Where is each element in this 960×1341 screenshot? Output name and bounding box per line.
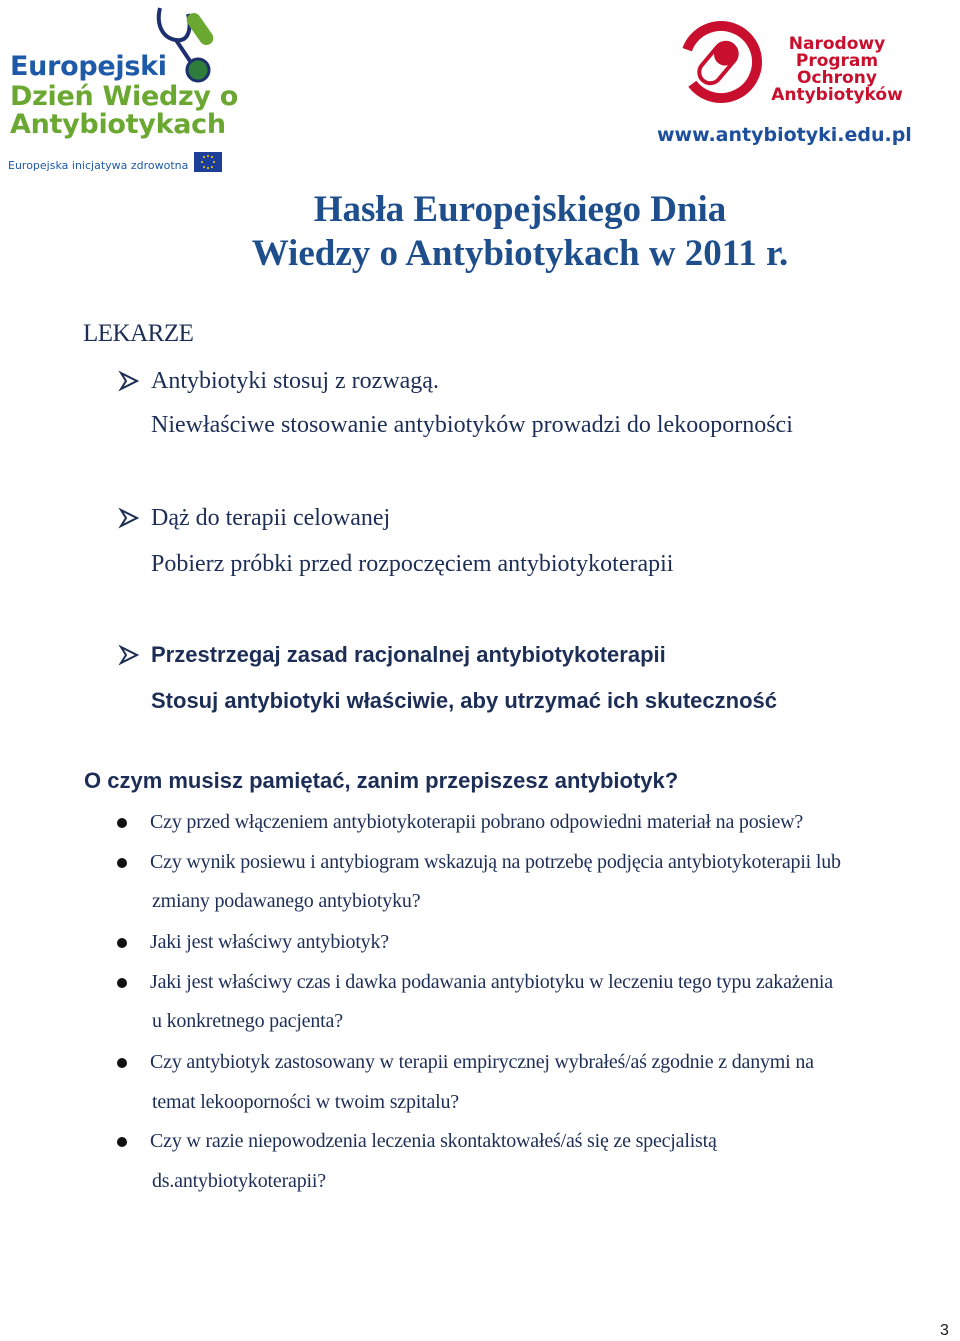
bullet-5-line-2: temat lekooporności w twoim szpitalu? <box>152 1091 459 1113</box>
bullet-1-line-1: Czy przed włączeniem antybiotykoterapii pobrano odpowiedni materiał na posiew? <box>150 811 804 833</box>
page-number: 3 <box>940 1322 949 1339</box>
arrow-bullet-icon <box>118 507 140 529</box>
logo-subtitle: Europejska inicjatywa zdrowotna <box>8 159 189 172</box>
program-name-line-1: Narodowy <box>788 34 886 54</box>
eu-flag-icon <box>194 152 222 172</box>
bullet-6-line-2: ds.antybiotykoterapii? <box>152 1170 326 1192</box>
program-name-line-4: Antybiotyków <box>771 85 903 105</box>
program-name-line-2: Program <box>795 51 879 71</box>
title-line-1: Hasła Europejskiego Dnia <box>313 189 727 230</box>
bullet-dot <box>117 1058 127 1068</box>
page-title <box>0 188 960 276</box>
bullet-6-line-1: Czy w razie niepowodzenia leczenia skontaktowałeś/aś się ze specjalistą <box>150 1130 717 1152</box>
slogan-heading: Przestrzegaj zasad racjonalnej antybiotykoterapii <box>151 642 666 667</box>
national-program-logo <box>655 12 915 152</box>
bullet-2-line-1: Czy wynik posiewu i antybiogram wskazują na potrzebę podjęcia antybiotykoterapii lub <box>150 851 841 873</box>
bullet-dot <box>117 818 127 828</box>
logo-line-3: Antybiotykach <box>10 109 226 140</box>
bullet-5-line-1: Czy antybiotyk zastosowany w terapii empirycznej wybrałeś/aś zgodnie z danymi na <box>150 1051 814 1073</box>
title-line-2: Wiedzy o Antybiotykach w 2011 r. <box>251 233 789 274</box>
arrow-bullet-icon <box>118 644 140 666</box>
slogan-heading: Dąż do terapii celowanej <box>151 505 391 531</box>
bullet-dot <box>117 938 127 948</box>
slogan-detail: Stosuj antybiotyki właściwie, aby utrzymać ich skuteczność <box>151 688 777 713</box>
bullet-2-line-2: zmiany podawanego antybiotyku? <box>152 890 421 912</box>
website-url[interactable]: www.antybiotyki.edu.pl <box>657 124 912 146</box>
bullet-dot <box>117 858 127 868</box>
logo-line-2: Dzień Wiedzy o <box>10 81 239 112</box>
question-heading: O czym musisz pamiętać, zanim przepiszesz antybiotyk? <box>84 768 679 793</box>
european-antibiotic-day-logo <box>4 4 244 174</box>
section-heading: LEKARZE <box>83 320 194 347</box>
program-name-line-3: Ochrony <box>797 68 877 88</box>
slogan-detail: Niewłaściwe stosowanie antybiotyków prowadzi do lekooporności <box>151 412 793 438</box>
bullet-3-line-1: Jaki jest właściwy antybiotyk? <box>150 931 389 953</box>
bullet-4-line-2: u konkretnego pacjenta? <box>152 1010 343 1032</box>
capsule-circle-icon <box>677 18 765 106</box>
slogan-heading: Antybiotyki stosuj z rozwagą. <box>151 368 439 394</box>
slogan-detail: Pobierz próbki przed rozpoczęciem antybiotykoterapii <box>151 551 674 577</box>
bullet-4-line-1: Jaki jest właściwy czas i dawka podawania antybiotyku w leczeniu tego typu zakażenia <box>150 971 833 993</box>
bullet-dot <box>117 1137 127 1147</box>
arrow-bullet-icon <box>118 370 140 392</box>
logo-line-1: Europejski <box>10 51 167 82</box>
program-name <box>762 36 912 104</box>
bullet-dot <box>117 978 127 988</box>
